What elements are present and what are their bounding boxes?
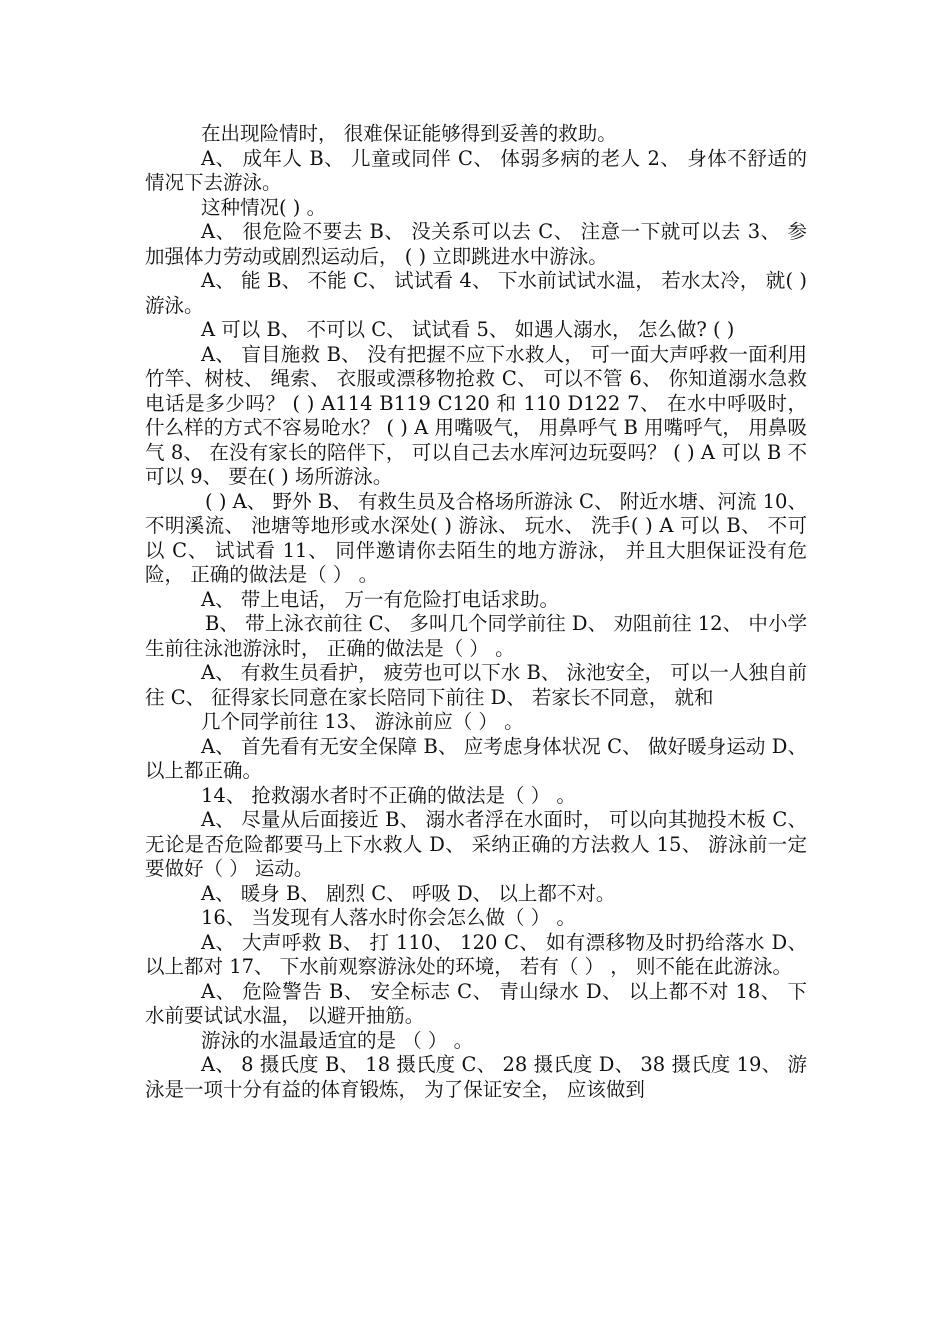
paragraph: A、 能 B、 不能 C、 试试看 4、 下水前试试水温， 若水太冷， 就( ) 游泳。 bbox=[145, 269, 807, 317]
paragraph: A、 暖身 B、 剧烈 C、 呼吸 D、 以上都不对。 bbox=[201, 881, 616, 905]
paragraph: 在出现险情时， 很难保证能够得到妥善的救助。 bbox=[201, 122, 617, 145]
document-body bbox=[145, 122, 807, 1102]
paragraph: A、 成年人 B、 儿童或同伴 C、 体弱多病的老人 2、 身体不舒适的情况下去游泳。 bbox=[145, 146, 807, 194]
paragraph: A、 很危险不要去 B、 没关系可以去 C、 注意一下就可以去 3、 参加强体力劳动或剧烈运动后， ( ) 立即跳进水中游泳。 bbox=[145, 220, 807, 268]
paragraph: A、 尽量从后面接近 B、 溺水者浮在水面时， 可以向其抛投木板 C、 无论是否危险都要马上下水救人 D、 采纳正确的方法救人 15、 游泳前一定要做好（ ） 运动。 bbox=[145, 808, 807, 880]
paragraph: A 可以 B、 不可以 C、 试试看 5、 如遇人溺水， 怎么做? ( ) bbox=[201, 318, 735, 341]
paragraph: A、 带上电话， 万一有危险打电话求助。 bbox=[201, 587, 559, 611]
paragraph: A、 首先看有无安全保障 B、 应考虑身体状况 C、 做好暖身运动 D、 以上都正确。 bbox=[145, 734, 807, 782]
paragraph: 这种情况( ) 。 bbox=[201, 195, 327, 219]
paragraph: 几个同学前往 13、 游泳前应（ ） 。 bbox=[201, 710, 524, 733]
paragraph: A、 8 摄氏度 B、 18 摄氏度 C、 28 摄氏度 D、 38 摄氏度 19、 游泳是一项十分有益的体育锻炼， 为了保证安全， 应该做到 bbox=[145, 1053, 807, 1101]
paragraph: ( ) A、 野外 B、 有救生员及合格场所游泳 C、 附近水塘、河流 10、 不明溪流、 池塘等地形或水深处( ) 游泳、 玩水、 洗手( ) A 可以 B、 不可以 C、 试试看 11、 同伴邀请你去陌生的地方游泳， 并且大胆保证没有危险， 正确的做法是（ ） 。 bbox=[145, 489, 807, 586]
paragraph: B、 带上泳衣前往 C、 多叫几个同学前往 D、 劝阻前往 12、 中小学生前往泳池游泳时， 正确的做法是（ ） 。 bbox=[145, 612, 807, 660]
paragraph: 14、 抢救溺水者时不正确的做法是（ ） 。 bbox=[201, 783, 576, 807]
paragraph: A、 危险警告 B、 安全标志 C、 青山绿水 D、 以上都不对 18、 下水前要试试水温， 以避开抽筋。 bbox=[145, 979, 807, 1027]
paragraph: 16、 当发现有人落水时你会怎么做（ ） 。 bbox=[201, 906, 576, 929]
paragraph: A、 盲目施救 B、 没有把握不应下水救人， 可一面大声呼救一面利用竹竿、树枝、 绳索、 衣服或漂移物抢救 C、 可以不管 6、 你知道溺水急救电话是多少吗？ ( ) A114 B119 C120 和 110 D122 7、 在水中呼吸时， 什么样的方式不容易呛水？ ( ) A 用嘴吸气， 用鼻呼气 B 用嘴呼气， 用鼻吸气 8、 在没有家长的陪伴下， 可以自己去水库河边玩耍吗？ ( ) A 可以 B 不可以 9、 要在( ) 场所游泳。 bbox=[145, 342, 807, 488]
paragraph: A、 大声呼救 B、 打 110、 120 C、 如有漂移物及时扔给落水 D、 以上都对 17、 下水前观察游泳处的环境， 若有（ ） ， 则不能在此游泳。 bbox=[145, 930, 807, 978]
paragraph: 游泳的水温最适宜的是 （ ） 。 bbox=[201, 1028, 474, 1052]
paragraph: A、 有救生员看护， 疲劳也可以下水 B、 泳池安全， 可以一人独自前往 C、 征得家长同意在家长陪同下前往 D、 若家长不同意， 就和 bbox=[145, 661, 807, 709]
